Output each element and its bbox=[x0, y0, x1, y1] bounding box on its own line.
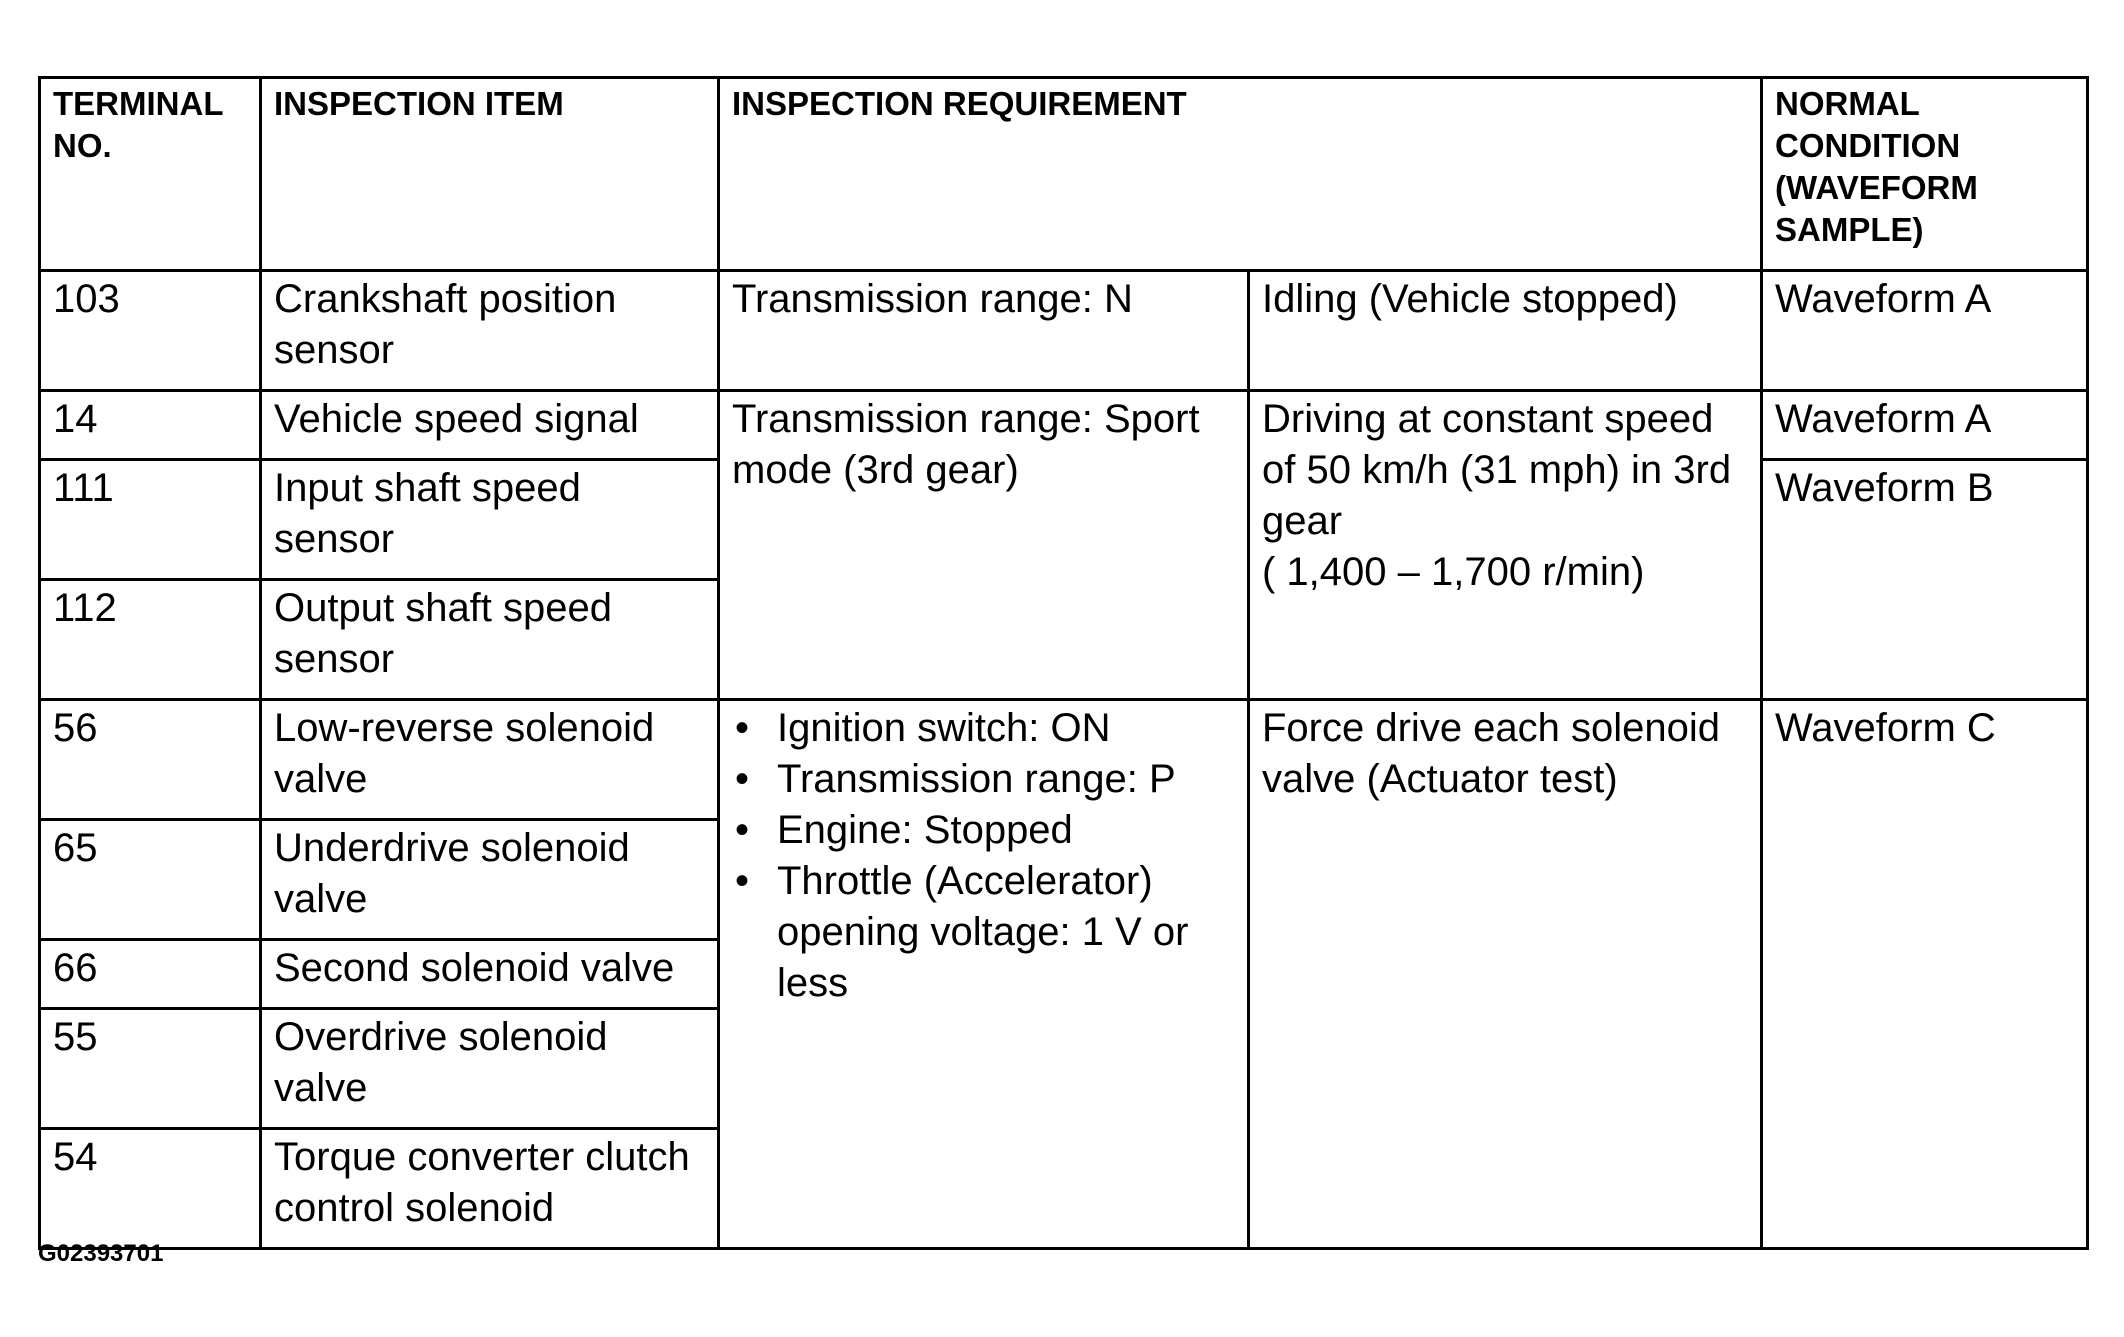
table-row bbox=[40, 700, 2088, 820]
normal-condition-cell: Waveform C bbox=[1762, 700, 2088, 1249]
terminal-no-cell: 111 bbox=[40, 460, 261, 580]
normal-condition-cell: Waveform A bbox=[1762, 271, 2088, 391]
normal-condition-cell: Waveform B bbox=[1762, 460, 2088, 700]
terminal-no-cell: 56 bbox=[40, 700, 261, 820]
requirement-condition-cell bbox=[719, 700, 1249, 1249]
requirement-condition-cell: Transmission range: N bbox=[719, 271, 1249, 391]
inspection-item-cell: Crankshaft position sensor bbox=[261, 271, 719, 391]
inspection-item-cell: Output shaft speed sensor bbox=[261, 580, 719, 700]
terminal-no-cell: 14 bbox=[40, 391, 261, 460]
requirement-state-line: Driving at constant speed of 50 km/h (31 mph) in 3rd gear bbox=[1262, 397, 1732, 543]
terminal-no-cell: 55 bbox=[40, 1009, 261, 1129]
terminal-no-cell: 103 bbox=[40, 271, 261, 391]
requirement-state-cell: Force drive each solenoid valve (Actuator test) bbox=[1249, 700, 1762, 1249]
inspection-item-cell: Low-reverse solenoid valve bbox=[261, 700, 719, 820]
condition-bullet-item: • Engine: Stopped bbox=[777, 805, 1237, 856]
requirement-state-line: ( 1,400 – 1,700 r/min) bbox=[1262, 550, 1645, 594]
inspection-table bbox=[38, 76, 2089, 1250]
terminal-no-cell: 65 bbox=[40, 820, 261, 940]
table-row bbox=[40, 391, 2088, 460]
inspection-item-cell: Overdrive solenoid valve bbox=[261, 1009, 719, 1129]
terminal-no-cell: 54 bbox=[40, 1129, 261, 1249]
inspection-item-cell: Second solenoid valve bbox=[261, 940, 719, 1009]
requirement-state-cell bbox=[1249, 391, 1762, 700]
requirement-state-cell: Idling (Vehicle stopped) bbox=[1249, 271, 1762, 391]
figure-id: G02393701 bbox=[38, 1240, 164, 1267]
terminal-no-cell: 112 bbox=[40, 580, 261, 700]
header-terminal-no: TERMINAL NO. bbox=[40, 78, 261, 271]
terminal-no-cell: 66 bbox=[40, 940, 261, 1009]
table-row bbox=[40, 271, 2088, 391]
condition-bullet-list bbox=[732, 703, 1237, 1009]
header-row bbox=[40, 78, 2088, 271]
condition-bullet-item: • Throttle (Accelerator) opening voltage: 1 V or less bbox=[777, 856, 1237, 1009]
header-normal-condition: NORMAL CONDITION (WAVEFORM SAMPLE) bbox=[1762, 78, 2088, 271]
requirement-condition-cell: Transmission range: Sport mode (3rd gear) bbox=[719, 391, 1249, 700]
condition-bullet-item: • Ignition switch: ON bbox=[777, 703, 1237, 754]
inspection-item-cell: Underdrive solenoid valve bbox=[261, 820, 719, 940]
inspection-item-cell: Vehicle speed signal bbox=[261, 391, 719, 460]
header-inspection-requirement: INSPECTION REQUIREMENT bbox=[719, 78, 1762, 271]
inspection-item-cell: Input shaft speed sensor bbox=[261, 460, 719, 580]
header-inspection-item: INSPECTION ITEM bbox=[261, 78, 719, 271]
normal-condition-cell: Waveform A bbox=[1762, 391, 2088, 460]
condition-bullet-item: • Transmission range: P bbox=[777, 754, 1237, 805]
inspection-item-cell: Torque converter clutch control solenoid bbox=[261, 1129, 719, 1249]
